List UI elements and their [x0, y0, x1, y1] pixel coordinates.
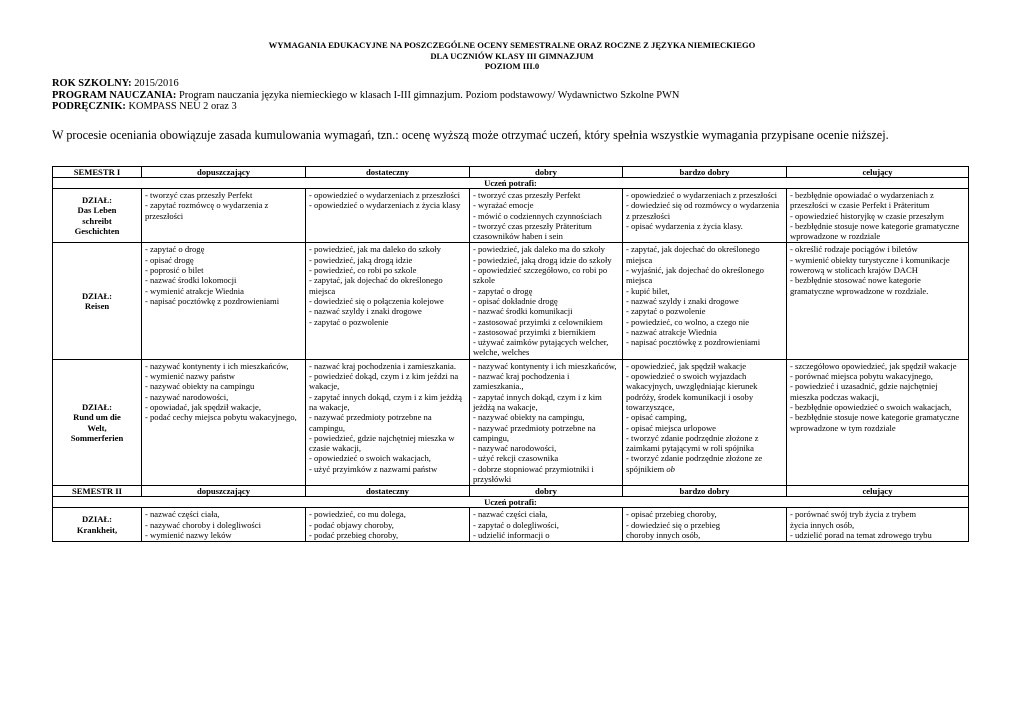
- grade-requirements: [623, 243, 787, 359]
- requirement-item: - tworzyć czas przeszły Perfekt: [473, 190, 581, 200]
- requirement-item: - powiedzieć, jak daleko ma do szkoły: [473, 244, 605, 255]
- requirement-item: - powiedzieć dokąd, czym i z kim jeździ na wakacje,: [309, 371, 459, 392]
- requirement-item: - opisać przebieg choroby,: [626, 509, 717, 520]
- requirement-item: - powiedzieć, jaką drogą idzie do szkoły: [473, 254, 612, 265]
- requirement-item: - zapytać, jak dojechać do określonego miejsca: [626, 244, 760, 265]
- requirement-item: - opisać camping,: [626, 412, 687, 423]
- requirement-item: - zapytać innych dokąd, czym i z kim jeżdżą na wakacje,: [309, 391, 462, 412]
- grade-requirements: [142, 189, 306, 243]
- requirement-item: - nazywać kontynenty i ich mieszkańców,: [473, 360, 617, 371]
- grade-header: dostateczny: [306, 167, 470, 178]
- section-line: Geschichten: [74, 226, 120, 237]
- requirement-item: - kupić bilet,: [626, 285, 670, 296]
- grade-requirements: [787, 189, 969, 243]
- requirement-item: - wyrażać emocje: [473, 200, 534, 211]
- requirement-item: - tworzyć zdanie podrzędnie złożone z zaimkami pytającymi w roli spójnika: [626, 432, 759, 454]
- requirement-item: - zapytać innych dokąd, czym i z kim jeżdżą na wakacje,: [473, 391, 602, 412]
- section-line: Welt,: [87, 422, 107, 433]
- requirement-item: - nazwać szyldy i znaki drogowe: [309, 306, 422, 317]
- requirement-item: - opisać miejsca urlopowe: [626, 422, 716, 433]
- requirement-item: - powiedzieć, gdzie najchętniej mieszka w czasie wakacji,: [309, 432, 455, 454]
- title-line-1: WYMAGANIA EDUKACYJNE NA POSZCZEGÓLNE OCENY SEMESTRALNE ORAZ ROCZNE Z JĘZYKA NIEMIECKIEGO: [268, 40, 756, 50]
- semester-label: SEMESTR II: [53, 486, 142, 497]
- grade-header: celujący: [787, 167, 969, 178]
- requirement-item: - użyć przyimków z nazwami państw: [309, 463, 438, 474]
- grade-requirements: [623, 508, 787, 542]
- requirement-item: - podać objawy choroby,: [309, 519, 394, 530]
- requirement-item: - porównać miejsca pobytu wakacyjnego,: [790, 371, 933, 382]
- section-line: Das Leben: [77, 205, 117, 216]
- grade-header: bardzo dobry: [623, 167, 787, 178]
- requirement-item: - zapytać o pozwolenie: [309, 316, 389, 327]
- requirement-item: - zapytać, jak dojechać do określonego miejsca: [309, 275, 443, 296]
- requirement-item: - nazywać narodowości,: [473, 443, 557, 454]
- grade-header: dopuszczający: [142, 486, 306, 497]
- requirement-item: - opowiedzieć o swoich wakacjach,: [309, 453, 431, 464]
- grade-header: dopuszczający: [142, 167, 306, 178]
- requirement-item: - nazwać atrakcje Wiednia: [626, 326, 717, 337]
- can-do-row: [53, 497, 969, 508]
- grade-requirements: [306, 189, 470, 243]
- grade-requirements: [142, 243, 306, 359]
- grade-header: dostateczny: [306, 486, 470, 497]
- requirement-item: - nazywać narodowości,: [145, 391, 229, 402]
- requirement-item: - opowiedzieć o wydarzeniach z przeszłości: [626, 190, 778, 200]
- requirement-item: - opowiedzieć szczegółowo, co robi po szkole: [473, 265, 608, 286]
- requirement-item: - napisać pocztówkę z pozdrowieniami: [145, 295, 280, 306]
- requirement-item: - określić rodzaje pociągów i biletów: [790, 244, 918, 255]
- grade-requirements: [306, 359, 470, 486]
- requirement-item: - nazywać kontynenty i ich mieszkańców,: [145, 360, 289, 371]
- requirement-item: - powiedzieć, co mu dolega,: [309, 509, 406, 520]
- requirement-item: - nazwać części ciała,: [145, 509, 220, 520]
- requirement-item: - nazywać obiekty na campingu,: [473, 412, 585, 423]
- section-line: Reisen: [84, 301, 110, 312]
- requirement-item: - udzielić porad na temat zdrowego trybu: [790, 529, 932, 540]
- requirement-item: - powiedzieć, co robi po szkole: [309, 265, 417, 276]
- requirement-row: [53, 359, 969, 486]
- requirement-item: - nazywać przedmioty potrzebne na campingu,: [473, 422, 596, 443]
- requirement-item: - nazwać środki lokomocji: [145, 275, 237, 286]
- requirement-item: - zastosować przyimki z biernikiem: [473, 326, 596, 337]
- requirement-item: - opowiedzieć, jak spędził wakacje: [626, 360, 747, 371]
- grade-header: dobry: [470, 167, 623, 178]
- grade-requirements: [787, 359, 969, 486]
- requirement-item: - bezbłędnie opowiedzieć o swoich wakacjach,: [790, 401, 952, 412]
- section-line: Sommerferien: [70, 432, 124, 443]
- requirement-item: - napisać pocztówkę z pozdrowieniami: [626, 337, 761, 348]
- requirement-item: - bezbłędnie stosuje nowe kategorie gramatyczne wprowadzone w tym rozdziale: [790, 412, 960, 433]
- requirement-item: choroby innych osób,: [626, 529, 701, 540]
- requirement-item: - opowiedzieć historyjkę w czasie przeszłym: [790, 210, 944, 221]
- grade-requirements: [787, 508, 969, 542]
- grade-requirements: [470, 359, 623, 486]
- requirement-item: - wymienić nazwy państw: [145, 371, 235, 382]
- requirement-item: - nazywać przedmioty potrzebne na campingu,: [309, 412, 432, 433]
- requirement-item: - bezbłędnie opowiadać o wydarzeniach z przeszłości w czasie Perfekt i Präteritum: [790, 190, 934, 211]
- requirement-item: - zapytać o dolegliwości,: [473, 519, 559, 530]
- textbook: PODRĘCZNIK: KOMPASS NEU 2 oraz 3: [52, 101, 237, 113]
- requirement-item: - szczegółowo opowiedzieć, jak spędził wakacje: [790, 360, 957, 371]
- requirement-item: - tworzyć czas przeszły Präteritum czasowników haben i sein: [473, 220, 592, 242]
- title-line-2: DLA UCZNIÓW KLASY III GIMNAZJUM: [430, 50, 594, 61]
- semester-header-row: [53, 486, 969, 497]
- grade-requirements: [142, 508, 306, 542]
- requirement-item: - powiedzieć, jaką drogą idzie: [309, 254, 413, 265]
- can-do-label: Uczeń potrafi:: [53, 497, 969, 508]
- requirement-item: - poprosić o bilet: [145, 265, 204, 276]
- requirement-item: - udzielić informacji o: [473, 529, 550, 540]
- grade-header: bardzo dobry: [623, 486, 787, 497]
- requirement-item: - porównać swój tryb życia z trybem: [790, 509, 916, 520]
- requirement-item: - opowiedzieć o swoich wyjazdach wakacyjnych, uwzględniając kierunek podróży, środek komunikacji i osoby towarzyszące,: [626, 371, 758, 412]
- grade-requirements: [306, 508, 470, 542]
- requirement-item: - zapytać rozmówcę o wydarzenia z przeszłości: [145, 200, 269, 221]
- semester-header-row: [53, 167, 969, 178]
- grade-requirements: [623, 189, 787, 243]
- school-year: ROK SZKOLNY: 2015/2016: [52, 78, 179, 89]
- requirement-item: - zapytać o drogę: [473, 285, 533, 296]
- requirement-item: - mówić o codziennych czynnościach: [473, 210, 602, 221]
- requirement-item: - podać cechy miejsca pobytu wakacyjnego,: [145, 412, 297, 423]
- section-name: [53, 189, 142, 243]
- requirement-item: - bezbłędnie stosuje nowe kategorie gramatyczne wprowadzone w rozdziale: [790, 220, 960, 242]
- grade-requirements: [142, 359, 306, 486]
- requirement-item: - wymienić obiekty turystyczne i komunikacje rowerową w stolicach krajów DACH: [790, 254, 950, 276]
- grade-requirements: [623, 359, 787, 486]
- section-line: DZIAŁ:: [81, 401, 113, 412]
- requirement-item: - powiedzieć, jak ma daleko do szkoły: [309, 244, 441, 255]
- grade-requirements: [470, 189, 623, 243]
- requirement-item: - nazwać kraj pochodzenia i zamieszkania.: [309, 360, 456, 371]
- section-name: [53, 359, 142, 486]
- requirement-item: - bezbłędnie stosować nowe kategorie gramatyczne wprowadzone w rozdziale.: [790, 275, 929, 296]
- document-title: [0, 40, 1024, 72]
- requirement-item: - opowiadać, jak spędził wakacje,: [145, 401, 261, 412]
- section-name: [53, 243, 142, 359]
- title-line-3: POZIOM III.0: [484, 61, 540, 71]
- requirement-item: - nazwać kraj pochodzenia i zamieszkania.,: [473, 371, 570, 392]
- requirements-table: [52, 166, 969, 542]
- grade-requirements: [306, 243, 470, 359]
- requirement-item-italic: ob: [666, 463, 675, 474]
- section-line: Krankheit,: [76, 524, 118, 535]
- requirement-item: - podać przebieg choroby,: [309, 529, 399, 540]
- requirement-item: - wymienić nazwy leków: [145, 529, 232, 540]
- grade-header: dobry: [470, 486, 623, 497]
- can-do-row: [53, 178, 969, 189]
- grade-requirements: [787, 243, 969, 359]
- requirement-row: [53, 189, 969, 243]
- requirement-item: - opisać wydarzenia z życia klasy.: [626, 220, 743, 231]
- requirement-item: - używać zaimków pytających welcher, welche, welches: [473, 337, 609, 358]
- requirement-item: - zapytać o pozwolenie: [626, 306, 706, 317]
- requirement-item: - nazwać części ciała,: [473, 509, 548, 520]
- requirement-item: - nazwać środki komunikacji: [473, 306, 573, 317]
- requirement-item: - powiedzieć i uzasadnić, gdzie najchętniej mieszka podczas wakacji,: [790, 381, 938, 402]
- requirement-item: - opisać drogę: [145, 254, 194, 265]
- can-do-label: Uczeń potrafi:: [53, 178, 969, 189]
- grade-header: celujący: [787, 486, 969, 497]
- requirement-item: - opowiedzieć o wydarzeniach z życia klasy: [309, 200, 461, 211]
- grade-requirements: [470, 508, 623, 542]
- requirement-item: - opisać dokładnie drogę: [473, 295, 558, 306]
- requirement-item: - nazywać obiekty na campingu: [145, 381, 255, 392]
- section-line: schreibt: [82, 215, 112, 226]
- requirement-item: - dowiedzieć się o przebieg: [626, 519, 721, 530]
- grade-requirements: [470, 243, 623, 359]
- requirement-item: - dowiedzieć się o połączenia kolejowe: [309, 295, 444, 306]
- requirement-item: - dobrze stopniować przymiotniki i przysłówki: [473, 463, 594, 485]
- requirement-item: - użyć rekcji czasownika: [473, 453, 559, 464]
- requirement-item: - tworzyć czas przeszły Perfekt: [145, 190, 253, 200]
- curriculum: PROGRAM NAUCZANIA: Program nauczania języka niemieckiego w klasach I-III gimnazjum. Poziom podstawowy/ Wydawnictwo Szkolne PWN: [52, 89, 680, 101]
- requirement-item: - dowiedzieć się od rozmówcy o wydarzenia z przeszłości: [626, 200, 780, 221]
- requirement-item: - nazywać choroby i dolegliwości: [145, 519, 261, 530]
- requirement-item: - tworzyć zdanie podrzędnie złożone ze spójnikiem ob: [626, 453, 763, 474]
- document-meta: [52, 78, 992, 113]
- section-line: Rund um die: [73, 412, 121, 423]
- section-line: DZIAŁ:: [81, 290, 113, 301]
- requirement-item: - opowiedzieć o wydarzeniach z przeszłości: [309, 190, 461, 200]
- section-name: [53, 508, 142, 542]
- requirement-item: - wyjaśnić, jak dojechać do określonego miejsca: [626, 265, 764, 286]
- section-line: DZIAŁ:: [81, 514, 113, 525]
- requirement-item: - zapytać o drogę: [145, 244, 205, 255]
- semester-label: SEMESTR I: [53, 167, 142, 178]
- requirement-item: - wymienić atrakcje Wiednia: [145, 285, 244, 296]
- requirement-item: - zastosować przyimki z celownikiem: [473, 316, 603, 327]
- requirement-item: życia innych osób,: [790, 519, 855, 530]
- grading-rule-note: W procesie oceniania obowiązuje zasada kumulowania wymagań, tzn.: ocenę wyższą może otrzymać uczeń, który spełnia wszystkie wymagania przypisane ocenie niższej.: [52, 128, 889, 142]
- section-line: DZIAŁ:: [81, 195, 113, 206]
- requirement-row: [53, 243, 969, 359]
- requirement-row: [53, 508, 969, 542]
- requirement-item: - powiedzieć, co wolno, a czego nie: [626, 316, 750, 327]
- requirement-item: - nazwać szyldy i znaki drogowe: [626, 295, 739, 306]
